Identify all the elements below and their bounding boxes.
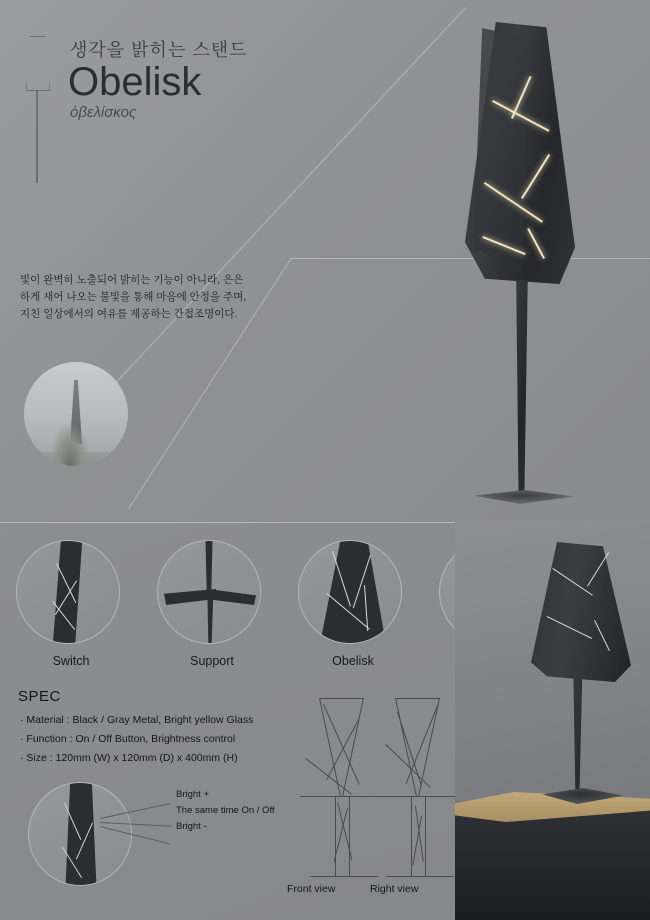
callout-label-on-off: The same time On / Off — [176, 805, 275, 816]
greek-subtitle: ὀβελίσκος — [70, 104, 137, 121]
obelisk-lamp-icon — [22, 36, 56, 196]
ortho-caption-right: Right view — [370, 883, 419, 895]
korean-tagline: 생각을 밝히는 스탠드 — [70, 40, 248, 60]
detail-label: Obelisk — [332, 654, 374, 668]
page-title: Obelisk — [68, 60, 202, 104]
callout-label-bright-minus: Bright - — [176, 821, 207, 832]
reference-photo — [24, 362, 128, 466]
description-text: 빛이 완벽히 노출되어 밝히는 기능이 아니라, 은은하게 새어 나오는 불빛을 통해 마음에 안정을 주며, 지친 일상에서의 여유를 제공하는 간접조명이다. — [20, 274, 247, 320]
ortho-right-view — [372, 698, 468, 878]
switch-detail-icon — [16, 540, 120, 644]
support-detail-icon — [157, 540, 261, 644]
spec-item-size: · Size : 120mm (W) x 120mm (D) x 400mm (H) — [20, 752, 238, 764]
hero-lamp-render — [455, 22, 585, 502]
spec-heading: SPEC — [18, 688, 61, 705]
detail-item-support — [157, 540, 267, 668]
detail-label: Switch — [52, 654, 90, 668]
spec-item-material: · Material : Black / Gray Metal, Bright yellow Glass — [20, 714, 254, 726]
switch-callout-diagram — [28, 782, 132, 886]
detail-label: Support — [190, 654, 234, 668]
ortho-caption-front: Front view — [287, 883, 336, 895]
detail-item-switch — [16, 540, 126, 668]
detail-item-obelisk — [298, 540, 408, 668]
spec-item-function: · Function : On / Off Button, Brightness control — [20, 733, 236, 745]
callout-label-bright-plus: Bright + — [176, 789, 210, 800]
obelisk-detail-icon — [298, 540, 402, 644]
bottom-render — [455, 520, 650, 920]
